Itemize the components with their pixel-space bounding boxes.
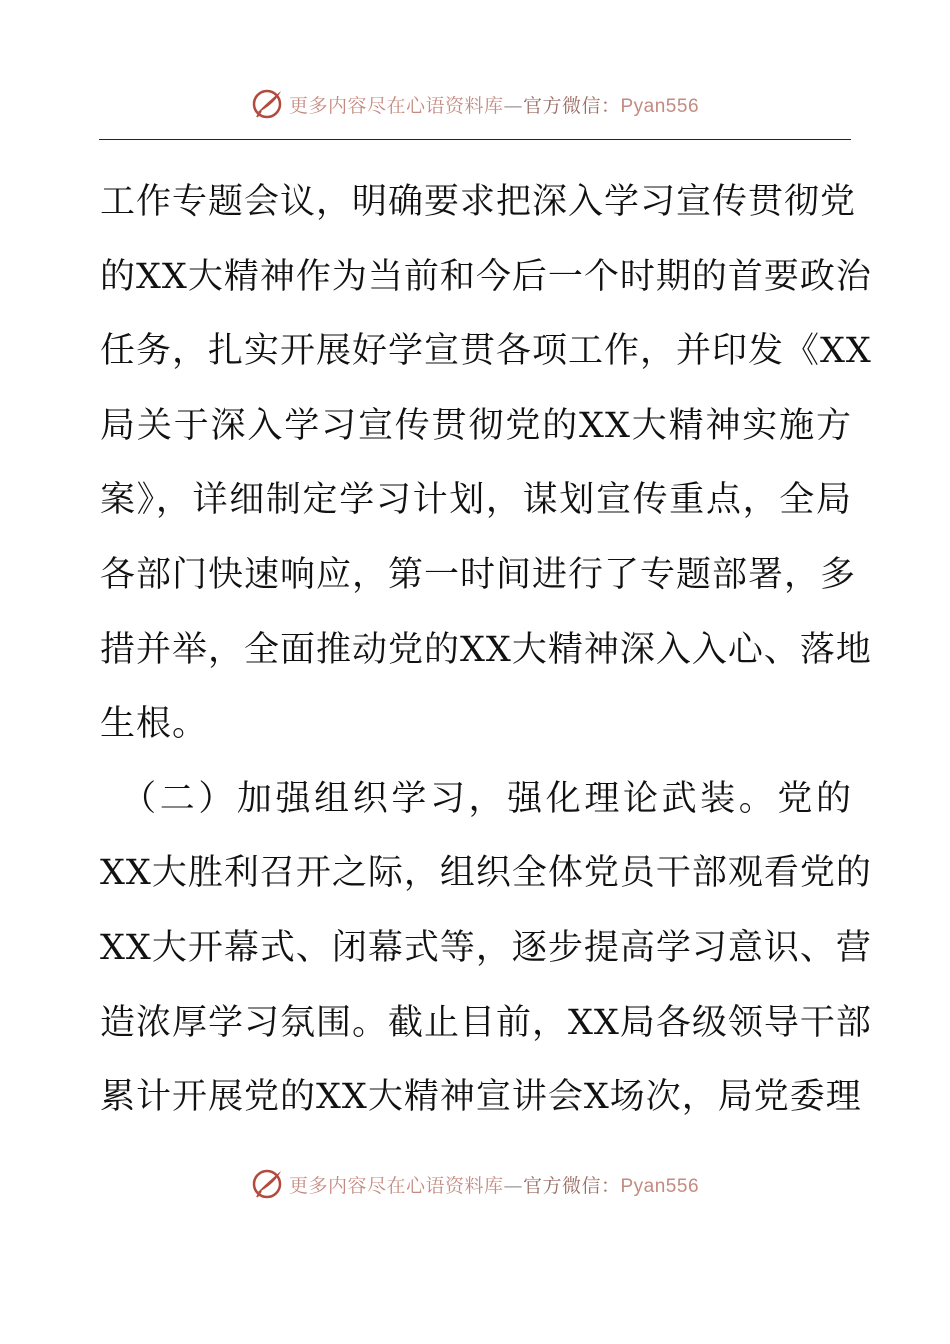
- header-banner-text: [289, 91, 699, 118]
- body-line: 累计开展党的XX大精神宣讲会X场次，局党委理: [100, 1077, 862, 1118]
- header-divider: [99, 139, 851, 140]
- footer-banner-main: 更多内容尽在心语资料库: [288, 1174, 504, 1197]
- footer-banner-text: [289, 1171, 699, 1198]
- body-line: 的XX大精神作为当前和今后一个时期的首要政治: [100, 256, 872, 297]
- quill-logo-icon: [251, 87, 285, 121]
- footer-banner-wechat-id: Pyan556: [620, 1175, 700, 1197]
- body-line: （二）加强组织学习，强化理论武装。党的: [100, 778, 852, 819]
- body-line: 工作专题会议，明确要求把深入学习宣传贯彻党: [100, 182, 857, 222]
- quill-logo-icon: [251, 1167, 285, 1201]
- header-banner-wechat-label: 官方微信：: [522, 94, 621, 117]
- header-banner-dash: —: [503, 94, 523, 117]
- body-line: XX大开幕式、闭幕式等，逐步提高学习意识、营: [100, 927, 872, 968]
- body-line: 各部门快速响应，第一时间进行了专题部署，多: [100, 554, 857, 595]
- body-line: 生根。: [100, 704, 209, 745]
- header-banner-wechat-id: Pyan556: [620, 95, 700, 117]
- body-line: XX大胜利召开之际，组织全体党员干部观看党的: [100, 853, 872, 894]
- footer-watermark-banner: [0, 1162, 950, 1206]
- body-line: 造浓厚学习氛围。截止目前，XX局各级领导干部: [100, 1002, 872, 1043]
- body-line: 案》，详细制定学习计划，谋划宣传重点，全局: [100, 480, 852, 521]
- header-watermark-banner: [0, 82, 950, 126]
- body-line: 措并举，全面推动党的XX大精神深入入心、落地: [100, 629, 872, 670]
- document-body: [100, 165, 872, 1135]
- body-line: 任务，扎实开展好学宣贯各项工作，并印发《XX: [100, 331, 872, 372]
- header-banner-main: 更多内容尽在心语资料库: [288, 94, 504, 117]
- body-line: 局关于深入学习宣传贯彻党的XX大精神实施方: [100, 405, 852, 446]
- footer-banner-dash: —: [503, 1174, 523, 1197]
- footer-banner-wechat-label: 官方微信：: [522, 1174, 621, 1197]
